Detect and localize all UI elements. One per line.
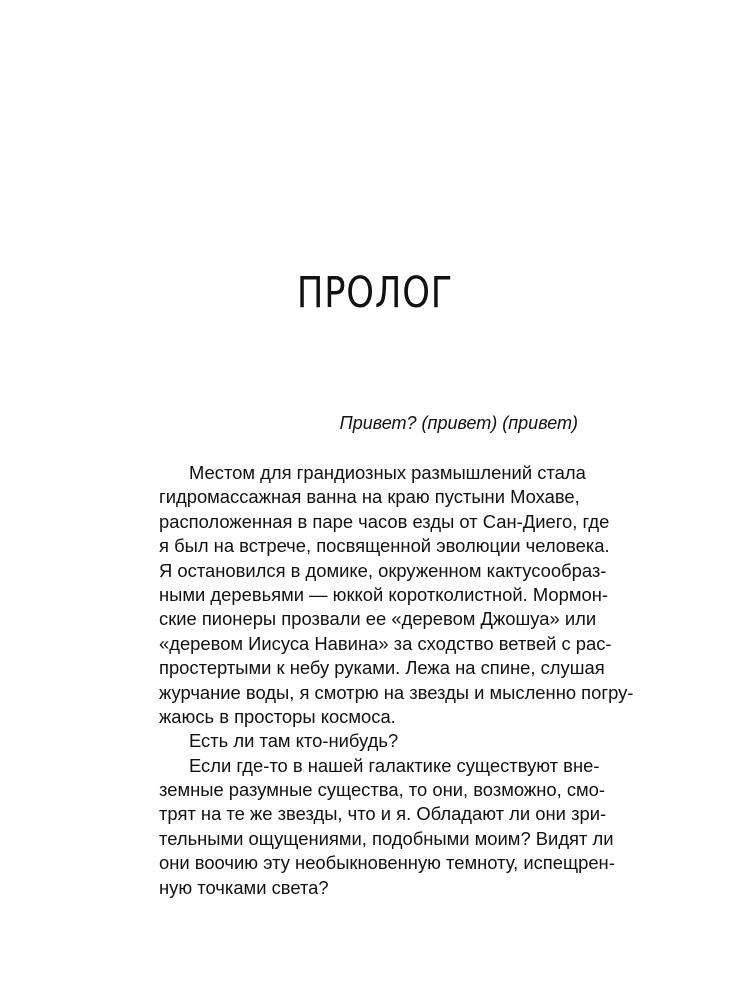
paragraph-line: тельными ощущениями, подобными моим? Видят ли (159, 827, 614, 849)
paragraph-line: расположенная в паре часов езды от Сан-Диего, где (159, 510, 610, 532)
chapter-title: ПРОЛОГ (296, 268, 454, 318)
paragraph-line: они воочию эту необыкновенную темноту, испещрен- (159, 852, 615, 874)
paragraph-line: Я остановился в домике, окруженном кактусообраз- (159, 559, 607, 581)
paragraph-line: трят на те же звезды, что и я. Обладают ли они зри- (159, 803, 607, 825)
paragraph-line: ными деревьями — юккой коротколистной. Мормон- (159, 583, 609, 605)
paragraph-line: я был на встрече, посвященной эволюции человека. (159, 535, 610, 557)
paragraph-line: земные разумные существа, то они, возможно, смо- (159, 779, 606, 801)
paragraph-line: Есть ли там кто-нибудь? (189, 730, 399, 752)
paragraph-line: простертыми к небу руками. Лежа на спине, слушая (159, 657, 605, 679)
paragraph-line: ную точками света? (159, 876, 329, 898)
paragraph-line: жаюсь в просторы космоса. (159, 705, 396, 727)
paragraph-line: Если где-то в нашей галактике существуют вне- (189, 754, 600, 776)
paragraph-line: Местом для грандиозных размышлений стала (189, 462, 586, 483)
paragraph-line: гидромассажная ванна на краю пустыни Мохаве, (159, 486, 580, 508)
epigraph: Привет? (привет) (привет) (339, 413, 578, 433)
body-text (159, 461, 634, 900)
paragraph-line: «деревом Иисуса Навина» за сходство ветвей с рас- (159, 632, 612, 654)
paragraph-line: ские пионеры прозвали ее «деревом Джошуа» или (159, 608, 597, 630)
paragraph-line: журчание воды, я смотрю на звезды и мысленно погру- (159, 681, 634, 703)
